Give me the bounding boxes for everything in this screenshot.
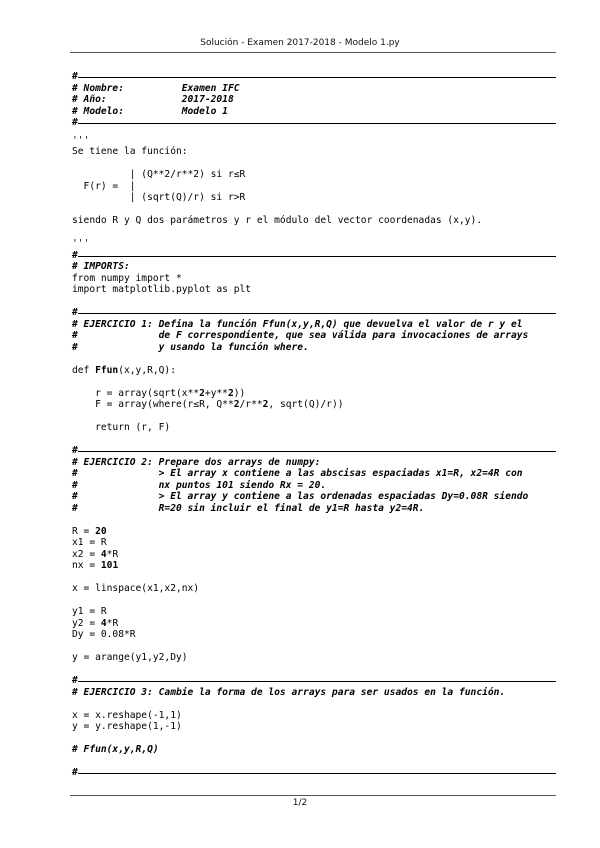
- separator-line: #: [72, 307, 556, 319]
- code-listing: [72, 71, 556, 779]
- assign-r: R = 20: [72, 525, 107, 537]
- assign-x-linspace: x = linspace(x1,x2,nx): [72, 583, 200, 594]
- function-return: return (r, F): [72, 422, 171, 433]
- exercise-1-line-3: # y usando la función where.: [72, 341, 309, 353]
- meta-year-line: # Año: 2017-2018: [72, 94, 234, 105]
- imports-comment: # IMPORTS:: [72, 261, 130, 272]
- page-header: Solución - Examen 2017-2018 - Modelo 1.py: [200, 38, 400, 48]
- function-body-f: F = array(where(r≤R, Q**2/r**2, sqrt(Q)/r)): [72, 399, 344, 410]
- exercise-2-line-3: # nx puntos 101 siendo Rx = 20.: [72, 479, 327, 491]
- page-number: 1/2: [292, 798, 308, 808]
- docstring-formula-2: F(r) = |: [72, 180, 136, 192]
- function-body-r: r = array(sqrt(x**2+y**2)): [72, 387, 246, 399]
- docstring-formula-1: | (Q**2/r**2) si r≤R: [72, 169, 246, 180]
- header-rule: [70, 52, 556, 53]
- separator-line: #: [72, 71, 556, 83]
- ffun-call-comment: # Ffun(x,y,R,Q): [72, 744, 159, 755]
- function-definition: def Ffun(x,y,R,Q):: [72, 364, 176, 376]
- docstring-open: ''': [72, 134, 90, 146]
- separator-line: #: [72, 675, 556, 687]
- docstring-formula-3: | (sqrt(Q)/r) si r>R: [72, 192, 246, 203]
- exercise-2-line-4: # > El array y contiene a las ordenadas espaciadas Dy=0.08R siendo: [72, 491, 529, 502]
- separator-line: #: [72, 117, 556, 129]
- exercise-2-line-2: # > El array x contiene a las abscisas espaciadas x1=R, x2=4R con: [72, 468, 523, 479]
- reshape-y: y = y.reshape(1,-1): [72, 721, 182, 732]
- reshape-x: x = x.reshape(-1,1): [72, 709, 182, 721]
- exercise-1-line-1: # EJERCICIO 1: Defina la función Ffun(x,y,R,Q) que devuelva el valor de r y el: [72, 318, 523, 330]
- separator-line: #: [72, 767, 556, 779]
- docstring-close: ''': [72, 238, 90, 249]
- assign-x1: x1 = R: [72, 537, 107, 548]
- separator-line: #: [72, 445, 556, 457]
- assign-dy: Dy = 0.08*R: [72, 629, 136, 640]
- separator-line: #: [72, 250, 556, 262]
- meta-name-line: # Nombre: Examen IFC: [72, 82, 240, 94]
- exercise-3-line: # EJERCICIO 3: Cambie la forma de los arrays para ser usados en la función.: [72, 686, 506, 698]
- exercise-1-line-2: # de F correspondiente, que sea válida para invocaciones de arrays: [72, 330, 529, 341]
- exercise-2-line-1: # EJERCICIO 2: Prepare dos arrays de numpy:: [72, 456, 321, 468]
- assign-y-arange: y = arange(y1,y2,Dy): [72, 652, 188, 663]
- import-matplotlib: import matplotlib.pyplot as plt: [72, 284, 252, 295]
- meta-model-line: # Modelo: Modelo 1: [72, 105, 228, 117]
- assign-x2: x2 = 4*R: [72, 548, 119, 560]
- assign-y1: y1 = R: [72, 606, 107, 617]
- footer-rule: [70, 795, 556, 796]
- assign-y2: y2 = 4*R: [72, 617, 119, 629]
- docstring-intro: Se tiene la función:: [72, 146, 188, 157]
- exercise-2-line-5: # R=20 sin incluir el final de y1=R hasta y2=4R.: [72, 502, 425, 514]
- docstring-description: siendo R y Q dos parámetros y r el módulo del vector coordenadas (x,y).: [72, 215, 483, 226]
- assign-nx: nx = 101: [72, 560, 119, 571]
- import-numpy: from numpy import *: [72, 272, 182, 284]
